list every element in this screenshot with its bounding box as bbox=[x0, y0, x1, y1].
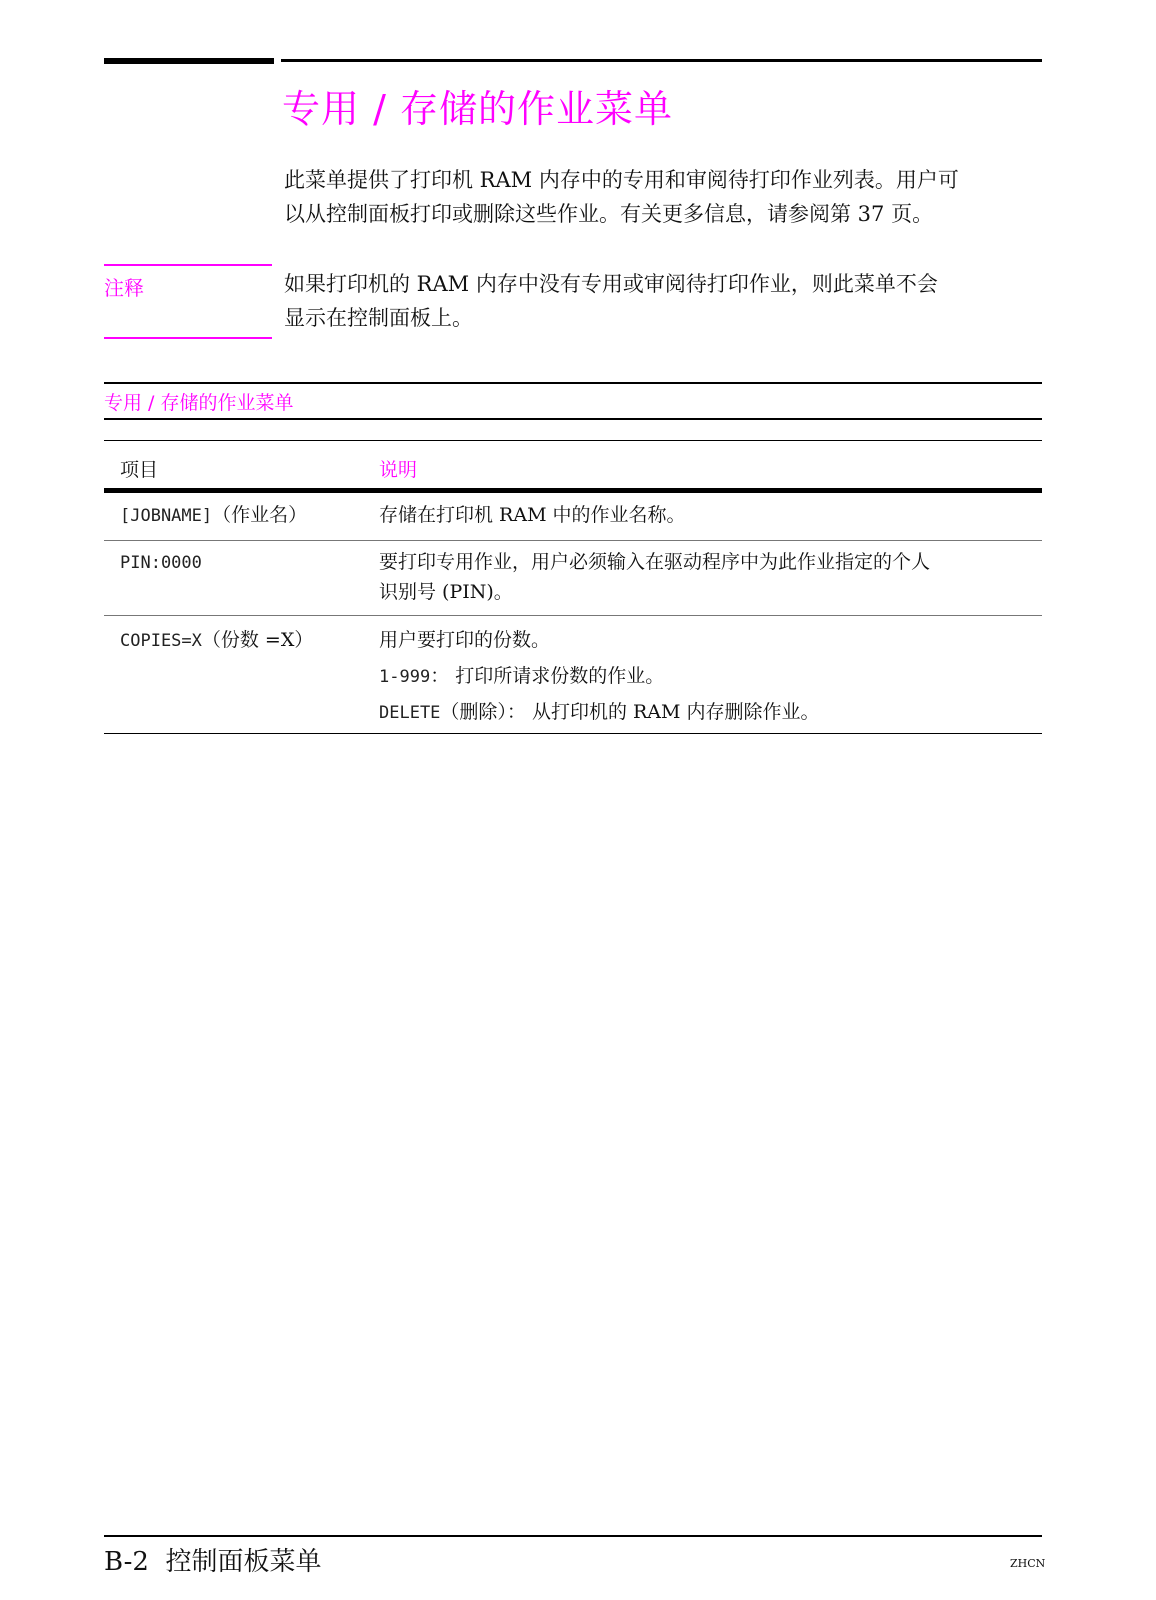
note-label: 注释 bbox=[104, 276, 144, 300]
item-code: COPIES=X bbox=[120, 631, 202, 651]
table-header-rule-top bbox=[104, 440, 1042, 441]
table-bottom-rule bbox=[104, 733, 1042, 734]
option-code: 1-999 bbox=[379, 667, 431, 687]
item-text: （份数 =X） bbox=[201, 629, 314, 651]
description-line: 要打印专用作业，用户必须输入在驱动程序中为此作业指定的个人 bbox=[379, 551, 931, 573]
option-text: ： 打印所请求份数的作业。 bbox=[430, 665, 665, 687]
option-line bbox=[379, 697, 820, 728]
table-row-divider bbox=[104, 540, 1042, 541]
option-line bbox=[379, 661, 664, 692]
table-title-rule-bottom bbox=[104, 418, 1042, 420]
footer-page-label: B-2 控制面板菜单 bbox=[104, 1547, 322, 1577]
note-text bbox=[284, 267, 1044, 335]
intro-paragraph bbox=[284, 163, 1044, 231]
footer-locale: ZHCN bbox=[1010, 1557, 1046, 1570]
option-code: DELETE bbox=[379, 703, 441, 723]
footer-rule bbox=[104, 1535, 1042, 1537]
table-row-divider bbox=[104, 615, 1042, 616]
note-line: 显示在控制面板上。 bbox=[284, 306, 473, 330]
intro-line: 以从控制面板打印或删除这些作业。有关更多信息，请参阅第 37 页。 bbox=[284, 202, 934, 226]
intro-line: 此菜单提供了打印机 RAM 内存中的专用和审阅待打印作业列表。用户可 bbox=[284, 168, 959, 192]
option-text: （删除）： 从打印机的 RAM 内存删除作业。 bbox=[440, 701, 820, 723]
table-header-description: 说明 bbox=[379, 459, 418, 481]
note-rule-top bbox=[104, 264, 272, 266]
item-code: PIN:0000 bbox=[120, 553, 202, 573]
header-rule-thick bbox=[104, 58, 274, 64]
table-header-item: 项目 bbox=[120, 459, 159, 481]
table-row-description: 存储在打印机 RAM 中的作业名称。 bbox=[379, 504, 686, 526]
item-code: [JOBNAME] bbox=[120, 506, 213, 526]
note-rule-bottom bbox=[104, 337, 272, 339]
header-rule-thin bbox=[281, 59, 1042, 62]
table-title-rule-top bbox=[104, 382, 1042, 384]
description-line: 识别号 (PIN)。 bbox=[379, 581, 513, 603]
item-text: （作业名） bbox=[212, 504, 308, 526]
table-row-description bbox=[379, 547, 930, 607]
table-row-description: 用户要打印的份数。 bbox=[379, 629, 551, 651]
note-line: 如果打印机的 RAM 内存中没有专用或审阅待打印作业，则此菜单不会 bbox=[284, 272, 938, 296]
page-title: 专用 / 存储的作业菜单 bbox=[282, 87, 673, 131]
table-header-rule-bottom bbox=[104, 488, 1042, 493]
table-row-item bbox=[120, 625, 313, 656]
table-row-item bbox=[120, 547, 202, 578]
table-row-item bbox=[120, 500, 307, 531]
table-title: 专用 / 存储的作业菜单 bbox=[104, 392, 294, 414]
